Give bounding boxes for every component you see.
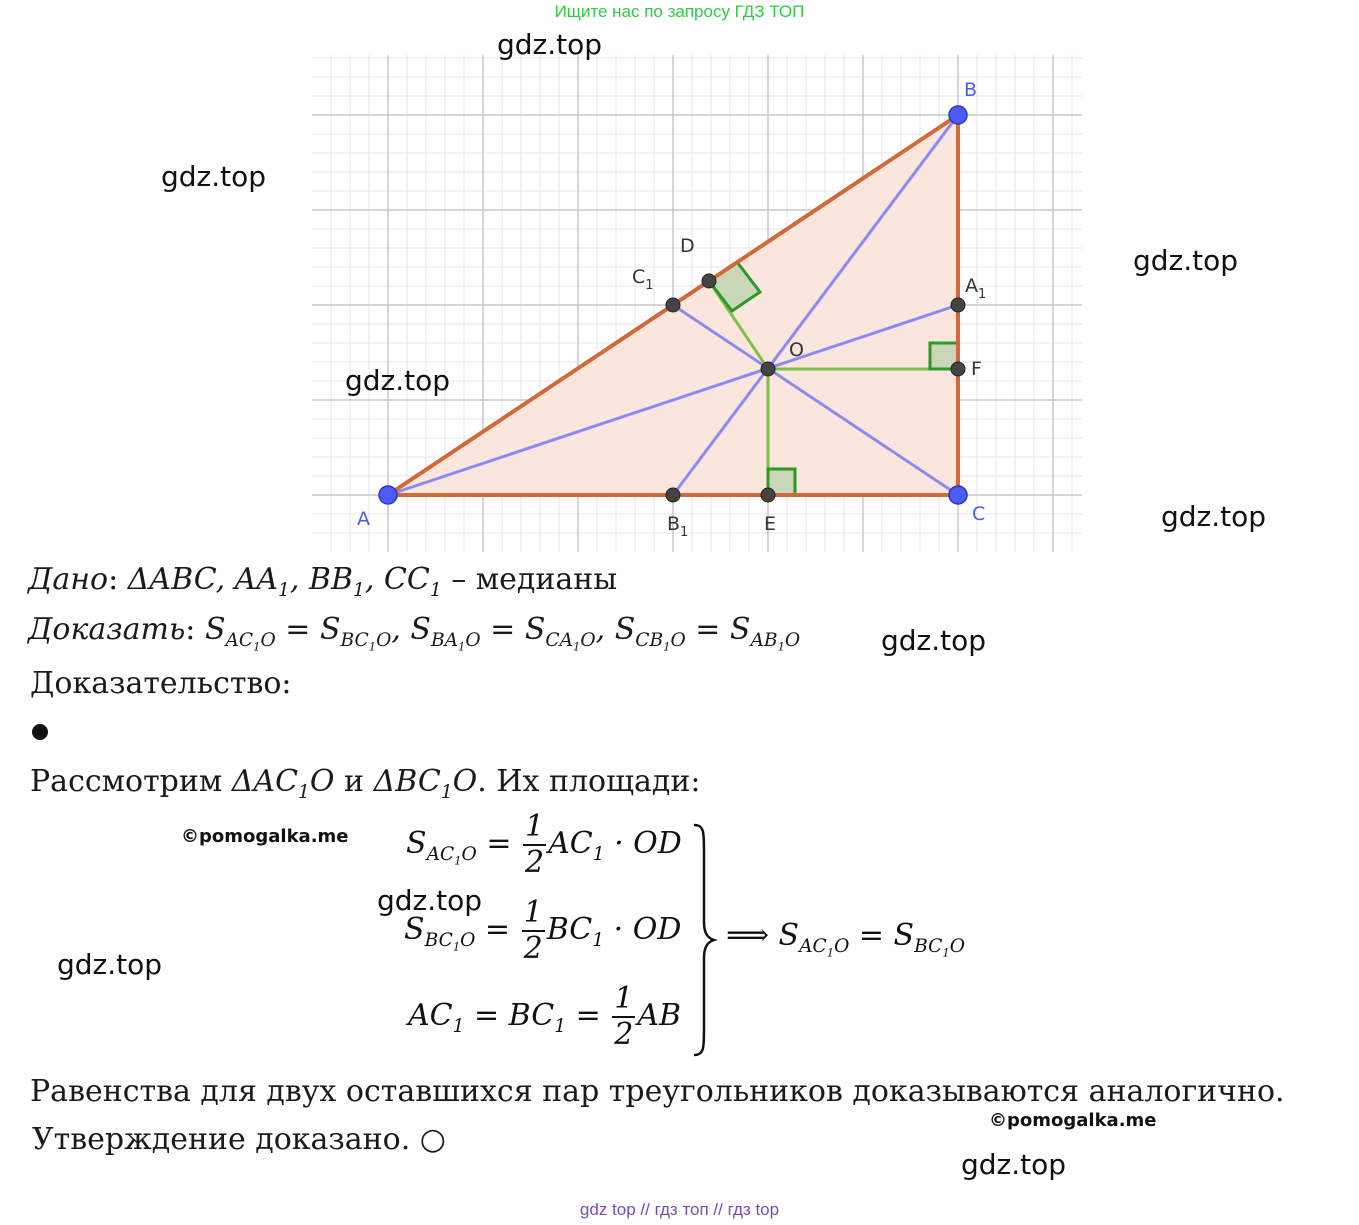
given-line: Дано: ΔABC, $AA_1$, $BB_1$, $CC_1$ – медианы <box>28 562 618 601</box>
label-d: D <box>680 235 695 257</box>
label-a: A <box>357 508 370 530</box>
consider-line <box>30 764 700 803</box>
label-b1: $B_1$ <box>667 513 689 540</box>
label-e: E <box>764 513 777 535</box>
system-conclusion: ⟹ $S_{AC_1O} = S_{BC_1O}$ <box>726 918 965 960</box>
top-banner: Ищите нас по запросу ГДЗ ТОП <box>554 2 805 21</box>
copyright-mark: ©pomogalka.me <box>989 1110 1157 1131</box>
geometry-figure <box>0 0 1359 560</box>
system-line-1: $S_{AC_1O}$ = $\frac{1}{2}$ $AC_1$ · OD <box>406 809 682 880</box>
consider-prefix: Рассмотрим <box>30 764 232 799</box>
given-label: Дано <box>28 562 109 597</box>
bullet-marker <box>32 724 48 740</box>
label-o: O <box>789 339 804 361</box>
label-c1: $C_1$ <box>632 266 654 293</box>
prove-line: Доказать: $S_{AC_1O} = S_{BC_1O}$, $S_{BA_1O} = S_{CA_1O}$, $S_{CB_1O} = S_{AB_1O}$ <box>28 612 801 654</box>
watermark: gdz.top <box>1133 244 1239 277</box>
proof-heading: Доказательство: <box>30 666 292 701</box>
footer-links: gdz top // гдз топ // гдз top <box>579 1200 780 1219</box>
watermark: gdz.top <box>377 884 483 917</box>
watermark: gdz.top <box>497 28 603 61</box>
consider-suffix: . Их площади: <box>477 764 701 799</box>
copyright-mark: ©pomogalka.me <box>181 826 349 847</box>
label-a1: $A_1$ <box>965 275 987 302</box>
consider-triangle-1: $\Delta AC_1O$ <box>231 764 335 803</box>
label-c: C <box>972 503 986 525</box>
watermark: gdz.top <box>57 948 163 981</box>
label-b: B <box>964 79 978 101</box>
consider-conjunction: и <box>334 764 374 799</box>
closing-line-1: Равенства для двух оставшихся пар треугольников доказываются аналогично. <box>30 1074 1285 1109</box>
system-line-2: $S_{BC_1O}$ = $\frac{1}{2}$ $BC_1$ · OD <box>404 895 682 966</box>
given-dash-text: – медианы <box>451 562 618 597</box>
label-f: F <box>971 358 982 380</box>
watermark: gdz.top <box>961 1148 1067 1181</box>
system-line-3: $AC_1 = BC_1$ = $\frac{1}{2}$ AB <box>408 981 682 1052</box>
given-statement: ΔABC, $AA_1$, $BB_1$, $CC_1$ <box>127 562 442 601</box>
consider-triangle-2: $\Delta BC_1O$ <box>373 764 478 803</box>
prove-label: Доказать <box>28 612 186 647</box>
closing-line-2: Утверждение доказано. ○ <box>32 1122 446 1157</box>
watermark: gdz.top <box>161 160 267 193</box>
watermark: gdz.top <box>881 624 987 657</box>
prove-statement: $S_{AC_1O} = S_{BC_1O}$, $S_{BA_1O} = S_{CA_1O}$, $S_{CB_1O} = S_{AB_1O}$ <box>204 612 801 654</box>
system-brace <box>690 822 720 1058</box>
watermark: gdz.top <box>1161 500 1267 533</box>
watermark: gdz.top <box>345 364 451 397</box>
